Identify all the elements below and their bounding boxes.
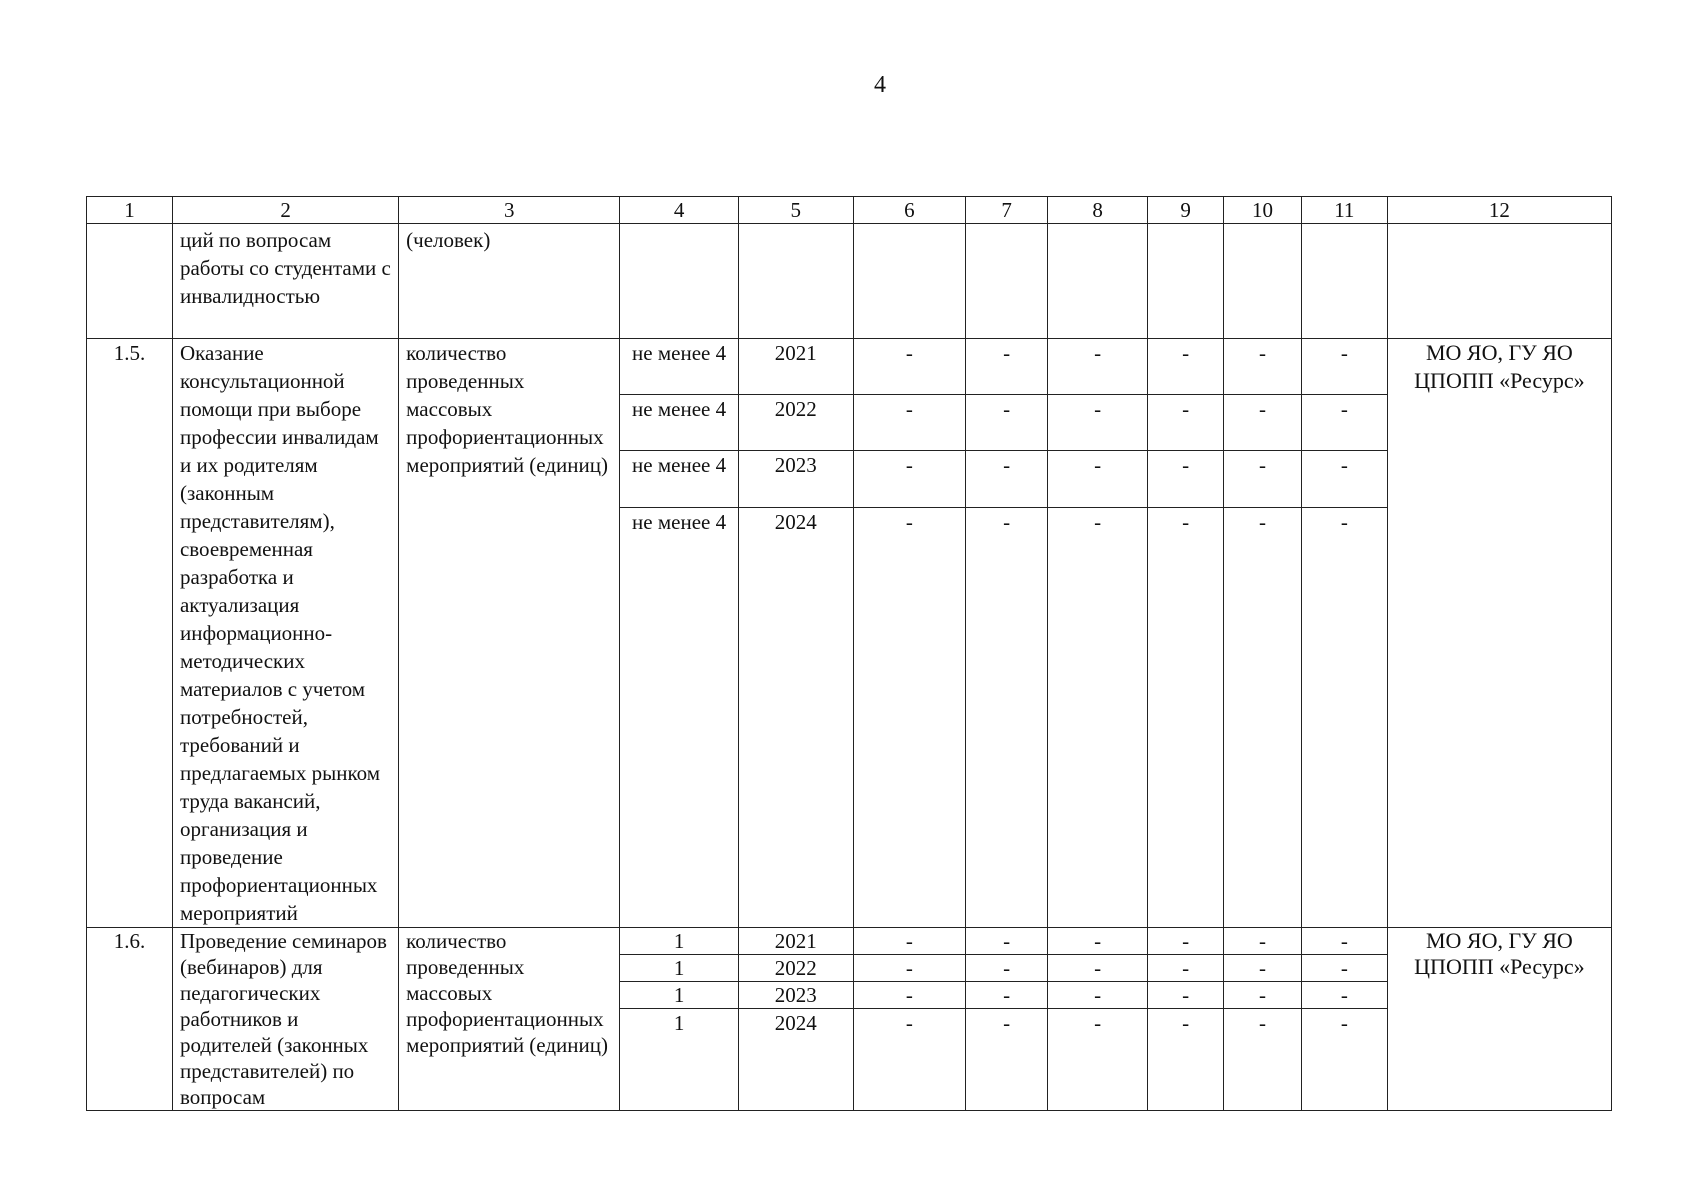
value-cell: - xyxy=(966,928,1048,955)
value-cell: - xyxy=(1301,982,1387,1009)
year-cell: 2024 xyxy=(738,507,853,927)
indicator-text: количество проведенных массовых профориентационных мероприятий (единиц) xyxy=(399,928,620,1111)
target-value: не менее 4 xyxy=(620,395,739,451)
value-cell: - xyxy=(1301,955,1387,982)
year-cell: 2023 xyxy=(738,982,853,1009)
target-value: 1 xyxy=(620,928,739,955)
value-cell: - xyxy=(966,451,1048,507)
value-cell: - xyxy=(1224,955,1302,982)
value-cell: - xyxy=(853,1009,966,1111)
value-cell: - xyxy=(1301,1009,1387,1111)
col-header: 5 xyxy=(738,197,853,224)
value-cell: - xyxy=(853,451,966,507)
value-cell: - xyxy=(1301,507,1387,927)
responsible-org: МО ЯО, ГУ ЯО ЦПОПП «Ресурс» xyxy=(1387,339,1611,928)
value-cell: - xyxy=(1148,928,1224,955)
value-cell: - xyxy=(1148,507,1224,927)
value-cell: - xyxy=(1301,451,1387,507)
indicator-text: (человек) xyxy=(399,224,620,339)
col-header: 6 xyxy=(853,197,966,224)
value-cell: - xyxy=(1048,339,1148,395)
col-header: 9 xyxy=(1148,197,1224,224)
target-value: 1 xyxy=(620,982,739,1009)
col-header: 12 xyxy=(1387,197,1611,224)
row-number: 1.6. xyxy=(87,928,173,1111)
value-cell: - xyxy=(1224,451,1302,507)
indicator-text: количество проведенных массовых профориентационных мероприятий (единиц) xyxy=(399,339,620,928)
value-cell: - xyxy=(1301,928,1387,955)
col-header: 2 xyxy=(172,197,398,224)
value-cell: - xyxy=(1048,451,1148,507)
col-header: 1 xyxy=(87,197,173,224)
value-cell: - xyxy=(853,928,966,955)
col-header: 8 xyxy=(1048,197,1148,224)
year-cell: 2022 xyxy=(738,955,853,982)
year-cell: 2021 xyxy=(738,339,853,395)
activity-text: Проведение семинаров (вебинаров) для педагогических работников и родителей (законных представителей) по вопросам xyxy=(172,928,398,1111)
activity-text: ций по вопросам работы со студентами с инвалидностью xyxy=(172,224,398,339)
value-cell: - xyxy=(1148,395,1224,451)
col-header: 7 xyxy=(966,197,1048,224)
target-value: 1 xyxy=(620,1009,739,1111)
value-cell: - xyxy=(1148,1009,1224,1111)
value-cell: - xyxy=(1048,1009,1148,1111)
value-cell: - xyxy=(1148,339,1224,395)
activity-text: Оказание консультационной помощи при выборе профессии инвалидам и их родителям (законным представителям), своевременная разработка и актуализация информационно-методических материалов с учетом потребностей, требований и предлагаемых рынком труда вакансий, организация и проведение профориентационных мероприятий xyxy=(172,339,398,928)
value-cell: - xyxy=(853,982,966,1009)
value-cell: - xyxy=(966,339,1048,395)
value-cell: - xyxy=(1048,928,1148,955)
col-header: 11 xyxy=(1301,197,1387,224)
table-row-1-5 xyxy=(87,339,1612,395)
value-cell: - xyxy=(1048,395,1148,451)
value-cell: - xyxy=(853,395,966,451)
value-cell: - xyxy=(966,1009,1048,1111)
value-cell: - xyxy=(1301,339,1387,395)
value-cell: - xyxy=(966,982,1048,1009)
value-cell: - xyxy=(1048,982,1148,1009)
target-value: не менее 4 xyxy=(620,339,739,395)
target-value: не менее 4 xyxy=(620,507,739,927)
value-cell: - xyxy=(1224,1009,1302,1111)
value-cell: - xyxy=(853,339,966,395)
value-cell: - xyxy=(1148,982,1224,1009)
target-value: не менее 4 xyxy=(620,451,739,507)
activity-table xyxy=(86,196,1612,1111)
value-cell: - xyxy=(853,507,966,927)
value-cell: - xyxy=(1224,339,1302,395)
value-cell: - xyxy=(1224,395,1302,451)
year-cell: 2024 xyxy=(738,1009,853,1111)
row-number: 1.5. xyxy=(87,339,173,928)
value-cell: - xyxy=(1301,395,1387,451)
value-cell: - xyxy=(1148,955,1224,982)
value-cell: - xyxy=(1048,955,1148,982)
year-cell: 2023 xyxy=(738,451,853,507)
col-header: 10 xyxy=(1224,197,1302,224)
row-number xyxy=(87,224,173,339)
year-cell: 2021 xyxy=(738,928,853,955)
value-cell: - xyxy=(1224,982,1302,1009)
target-value: 1 xyxy=(620,955,739,982)
value-cell: - xyxy=(966,955,1048,982)
col-header: 3 xyxy=(399,197,620,224)
year-cell: 2022 xyxy=(738,395,853,451)
responsible-org: МО ЯО, ГУ ЯО ЦПОПП «Ресурс» xyxy=(1387,928,1611,1111)
header-row xyxy=(87,197,1612,224)
value-cell: - xyxy=(853,955,966,982)
value-cell: - xyxy=(1224,507,1302,927)
table-row-continuation xyxy=(87,224,1612,339)
value-cell: - xyxy=(1048,507,1148,927)
page-number: 4 xyxy=(874,72,886,98)
value-cell: - xyxy=(1224,928,1302,955)
value-cell: - xyxy=(966,395,1048,451)
value-cell: - xyxy=(966,507,1048,927)
col-header: 4 xyxy=(620,197,739,224)
value-cell: - xyxy=(1148,451,1224,507)
table-row-1-6 xyxy=(87,928,1612,955)
